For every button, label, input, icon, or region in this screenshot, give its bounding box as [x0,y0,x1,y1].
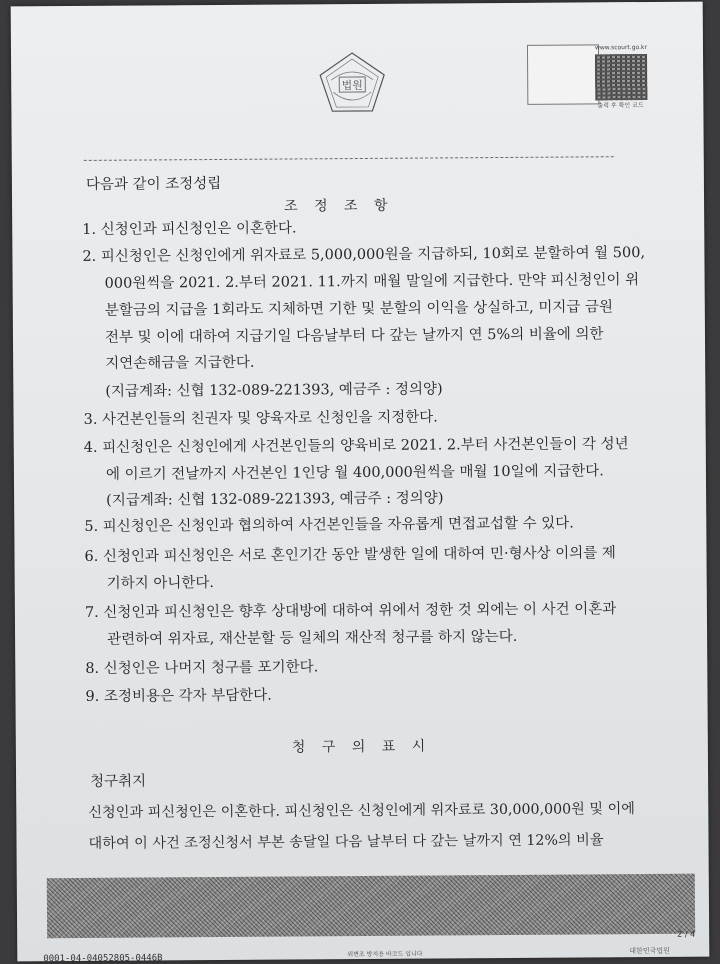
clause-line: 7. 신청인과 피신청인은 향후 상대방에 대하여 위에서 정한 것 외에는 이 사건 이혼과 [84,601,617,621]
clause-line: 지연손해금을 지급한다. [105,354,255,372]
intro-text: 다음과 같이 조정성립 [85,175,222,193]
clause-line: 3. 사건본인들의 친권자 및 양육자로 신청인을 지정한다. [83,409,438,428]
document-code: 0001-04-04052805-0446B [43,953,163,964]
barcode-caption: 출력 후 확인 코드 [597,102,644,110]
account-line: (지급계좌: 신협 132-089-221393, 예금주 : 정의양) [105,381,443,400]
clause-line: 6. 신청인과 피신청인은 서로 혼인기간 동안 발생한 일에 대하여 민·형사상 이의를 제 [84,545,616,565]
claim-line: 대하여 이 사건 조정신청서 부본 송달일 다음 날부터 다 갚는 날까지 연 12%의 비율 [88,832,604,852]
court-url: www.scourt.go.kr [594,43,647,52]
clause-line: 5. 피신청인은 신청인과 협의하여 사건본인들을 자유롭게 면접교섭할 수 있다. [84,515,574,535]
section-title-adjustment: 조 정 조 항 [284,197,394,215]
section-title-claims: 청 구 의 표 시 [291,738,432,756]
verification-barcode [595,54,647,100]
clause-line: 1. 신청인과 피신청인은 이혼한다. [82,220,297,238]
issuer-label: 대한민국법원 [629,946,670,956]
clause-line: 9. 조정비용은 각자 부담한다. [85,687,272,705]
court-seal-emblem [317,50,387,114]
page-number: 2 / 4 [677,929,696,939]
court-document-page [11,2,710,962]
clause-line: 전부 및 이에 대하여 지급기일 다음날부터 다 갚는 날까지 연 5%의 비율에 의한 [104,326,604,346]
barcode-note: 위변조 방지용 바코드 입니다 [347,950,423,959]
dashed-divider [84,156,614,161]
clause-line: 2. 피신청인은 신청인에게 위자료로 5,000,000원을 지급하되, 10회로 분할하여 월 500, [82,245,646,265]
account-line: (지급계좌: 신협 132-089-221393, 예금주 : 정의양) [106,490,444,509]
clause-line: 4. 피신청인은 신청인에게 사건본인들의 양육비로 2021. 2.부터 사건본인들이 각 성년 [83,436,629,456]
clause-line: 에 이르기 전날까지 사건본인 1인당 월 400,000원씩을 매월 10일에 지급한다. [105,463,604,483]
clause-line: 기하지 아니한다. [106,575,215,592]
clause-line: 분할금의 지급을 1회라도 지체하면 기한 및 분할의 이익을 상실하고, 미지급 금원 [104,299,614,319]
stamp-box [527,44,599,105]
clause-line: 관련하여 위자료, 재산분할 등 일체의 재산적 청구를 하지 않는다. [107,628,518,648]
anti-forgery-barcode-strip [47,874,695,939]
clause-line: 8. 신청인은 나머지 청구를 포기한다. [85,659,319,677]
claim-heading: 청구취지 [90,773,147,790]
clause-line: 000원씩을 2021. 2.부터 2021. 11.까지 매월 말일에 지급한다. 만약 피신청인이 위 [104,272,640,292]
seal-label: 법원 [341,78,363,93]
claim-line: 신청인과 피신청인은 이혼한다. 피신청인은 신청인에게 위자료로 30,000,000원 및 이에 [88,801,636,821]
